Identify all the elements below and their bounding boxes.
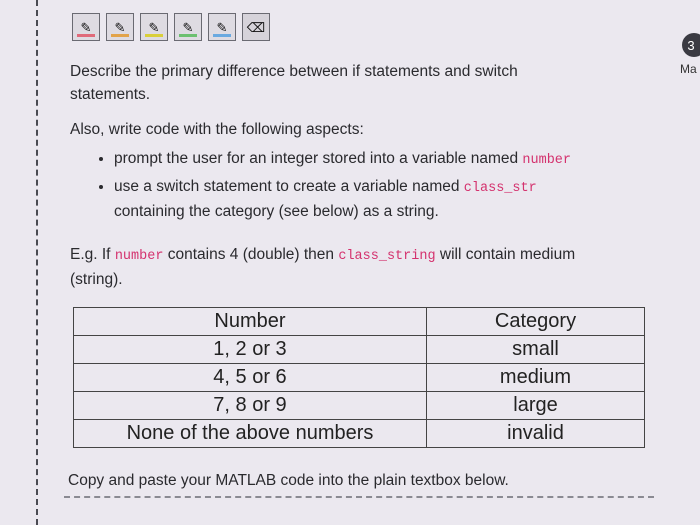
pencil-icon: ✎ bbox=[182, 19, 194, 35]
header-category: Category bbox=[427, 308, 645, 336]
table-row bbox=[74, 336, 645, 364]
table-row bbox=[74, 392, 645, 420]
pen-red-button[interactable] bbox=[72, 13, 100, 41]
color-swatch bbox=[77, 34, 95, 37]
example-text: will contain medium bbox=[435, 246, 576, 263]
cell-category: large bbox=[427, 392, 645, 420]
color-swatch bbox=[145, 34, 163, 37]
eraser-button[interactable] bbox=[242, 13, 270, 41]
pen-orange-button[interactable] bbox=[106, 13, 134, 41]
pen-green-button[interactable] bbox=[174, 13, 202, 41]
eraser-icon: ⌫ bbox=[246, 19, 266, 35]
cell-number: None of the above numbers bbox=[74, 420, 427, 448]
table-row bbox=[74, 364, 645, 392]
code-token: number bbox=[114, 249, 164, 264]
pen-blue-button[interactable] bbox=[208, 13, 236, 41]
color-swatch bbox=[179, 34, 197, 37]
cell-category: invalid bbox=[427, 420, 645, 448]
bullet-continuation: containing the category (see below) as a string. bbox=[114, 203, 439, 220]
aspects-intro: Also, write code with the following aspects: bbox=[70, 121, 364, 138]
code-token: number bbox=[522, 153, 572, 168]
annotation-toolbar bbox=[72, 13, 270, 41]
example-text: contains 4 (double) then bbox=[163, 246, 339, 263]
example-line bbox=[70, 243, 650, 268]
pencil-icon: ✎ bbox=[114, 19, 126, 35]
color-swatch bbox=[213, 34, 231, 37]
table-row bbox=[74, 420, 645, 448]
list-item bbox=[114, 147, 650, 172]
cell-number: 4, 5 or 6 bbox=[74, 364, 427, 392]
example-line-2: (string). bbox=[70, 271, 123, 288]
pencil-icon: ✎ bbox=[216, 19, 228, 35]
bullet-text: prompt the user for an integer stored into a variable named bbox=[114, 150, 523, 167]
code-token: class_str bbox=[463, 181, 537, 196]
color-swatch bbox=[111, 34, 129, 37]
list-item bbox=[114, 175, 650, 223]
aspects-list bbox=[70, 147, 650, 223]
table-header-row bbox=[74, 308, 645, 336]
cell-category: medium bbox=[427, 364, 645, 392]
category-table bbox=[73, 307, 645, 448]
left-margin-rule bbox=[36, 0, 38, 525]
question-number-badge[interactable]: 3 bbox=[682, 33, 700, 57]
textbox-top-border bbox=[64, 496, 654, 498]
pencil-icon: ✎ bbox=[80, 19, 92, 35]
question-text bbox=[70, 60, 650, 291]
cell-number: 1, 2 or 3 bbox=[74, 336, 427, 364]
cell-number: 7, 8 or 9 bbox=[74, 392, 427, 420]
header-number: Number bbox=[74, 308, 427, 336]
example-text: E.g. If bbox=[70, 246, 115, 263]
question-line-1: Describe the primary difference between if statements and switch bbox=[70, 63, 518, 80]
instruction-text: Copy and paste your MATLAB code into the plain textbox below. bbox=[68, 472, 509, 489]
cell-category: small bbox=[427, 336, 645, 364]
code-token: class_string bbox=[338, 249, 436, 264]
pen-yellow-button[interactable] bbox=[140, 13, 168, 41]
marks-label: Ma bbox=[680, 62, 697, 76]
pencil-icon: ✎ bbox=[148, 19, 160, 35]
question-line-2: statements. bbox=[70, 86, 151, 103]
bullet-text: use a switch statement to create a variable named bbox=[114, 178, 464, 195]
